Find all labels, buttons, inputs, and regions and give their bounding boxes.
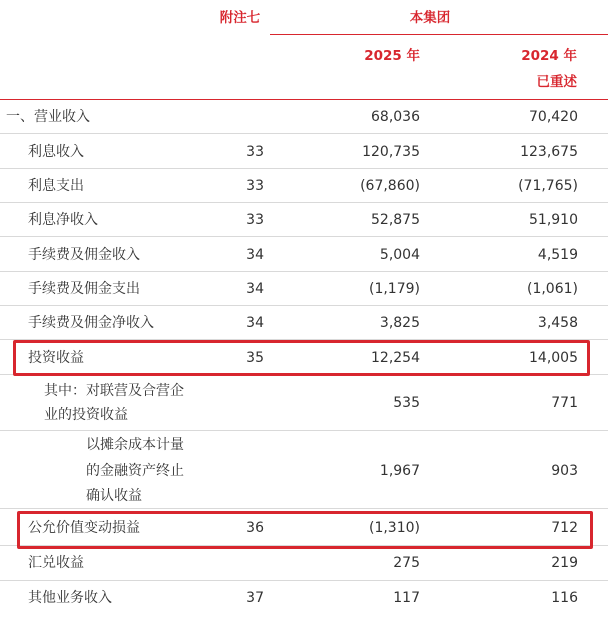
table-row (0, 134, 608, 169)
value-2024: 14,005 (529, 350, 578, 366)
value-2025: 12,254 (371, 350, 420, 366)
row-label: 汇兑收益 (28, 555, 84, 571)
value-2024: 219 (551, 555, 578, 571)
row-label: 投资收益 (28, 350, 84, 366)
row-label-line: 确认收益 (86, 488, 142, 504)
value-2024: 903 (551, 463, 578, 479)
value-2025: (1,310) (368, 520, 420, 536)
value-2024: 70,420 (529, 109, 578, 125)
year-2024-header: 2024 年 (521, 48, 577, 64)
row-label: 利息收入 (28, 144, 84, 160)
row-note: 34 (246, 315, 264, 331)
row-label-line: 业的投资收益 (44, 407, 128, 423)
table-row (0, 100, 608, 134)
table-row (0, 306, 608, 340)
row-label: 手续费及佣金支出 (28, 281, 140, 297)
value-2024: 3,458 (537, 315, 578, 331)
highlight-box-investment-income (13, 340, 590, 376)
row-label: 利息净收入 (28, 212, 98, 228)
row-label: 一、营业收入 (6, 109, 90, 125)
value-2025: 52,875 (371, 212, 420, 228)
year-2025-header: 2025 年 (364, 48, 420, 64)
table-row (0, 431, 608, 509)
value-2025: 275 (393, 555, 420, 571)
table-row (0, 272, 608, 306)
value-2024: 712 (551, 520, 578, 536)
restated-label: 已重述 (536, 74, 577, 90)
value-2024: 123,675 (520, 144, 578, 160)
value-2024: (1,061) (526, 281, 578, 297)
value-2025: 3,825 (379, 315, 420, 331)
row-note: 33 (246, 178, 264, 194)
row-label: 手续费及佣金净收入 (28, 315, 154, 331)
value-2024: 51,910 (529, 212, 578, 228)
row-note: 36 (246, 520, 264, 536)
value-2024: (71,765) (518, 178, 578, 194)
value-2025: 117 (393, 590, 420, 606)
row-note: 35 (246, 350, 264, 366)
value-2024: 4,519 (537, 247, 578, 263)
table-row (0, 581, 608, 615)
row-label: 手续费及佣金收入 (28, 247, 140, 263)
row-label: 公允价值变动损益 (28, 520, 140, 536)
table-row (0, 169, 608, 203)
row-note: 33 (246, 212, 264, 228)
row-note: 34 (246, 281, 264, 297)
row-label-line: 以摊余成本计量 (86, 437, 184, 453)
row-label: 其他业务收入 (28, 590, 112, 606)
table-row (0, 203, 608, 237)
value-2025: (1,179) (368, 281, 420, 297)
value-2025: 535 (393, 395, 420, 411)
value-2025: (67,860) (360, 178, 420, 194)
group-column-header: 本集团 (409, 10, 451, 26)
value-2025: 1,967 (379, 463, 420, 479)
table-row (0, 237, 608, 272)
table-row (0, 546, 608, 581)
row-note: 37 (246, 590, 264, 606)
value-2025: 120,735 (362, 144, 420, 160)
value-2025: 68,036 (371, 109, 420, 125)
row-label: 利息支出 (28, 178, 84, 194)
row-note: 34 (246, 247, 264, 263)
value-2024: 771 (551, 395, 578, 411)
note-column-header: 附注七 (219, 10, 261, 26)
value-2024: 116 (551, 590, 578, 606)
row-note: 33 (246, 144, 264, 160)
group-header-rule (270, 34, 608, 35)
value-2025: 5,004 (379, 247, 420, 263)
table-row (0, 375, 608, 431)
row-label-line: 的金融资产终止 (86, 463, 184, 479)
highlight-box-fair-value-change (17, 511, 593, 549)
row-label-line: 其中：对联营及合营企 (44, 383, 184, 399)
